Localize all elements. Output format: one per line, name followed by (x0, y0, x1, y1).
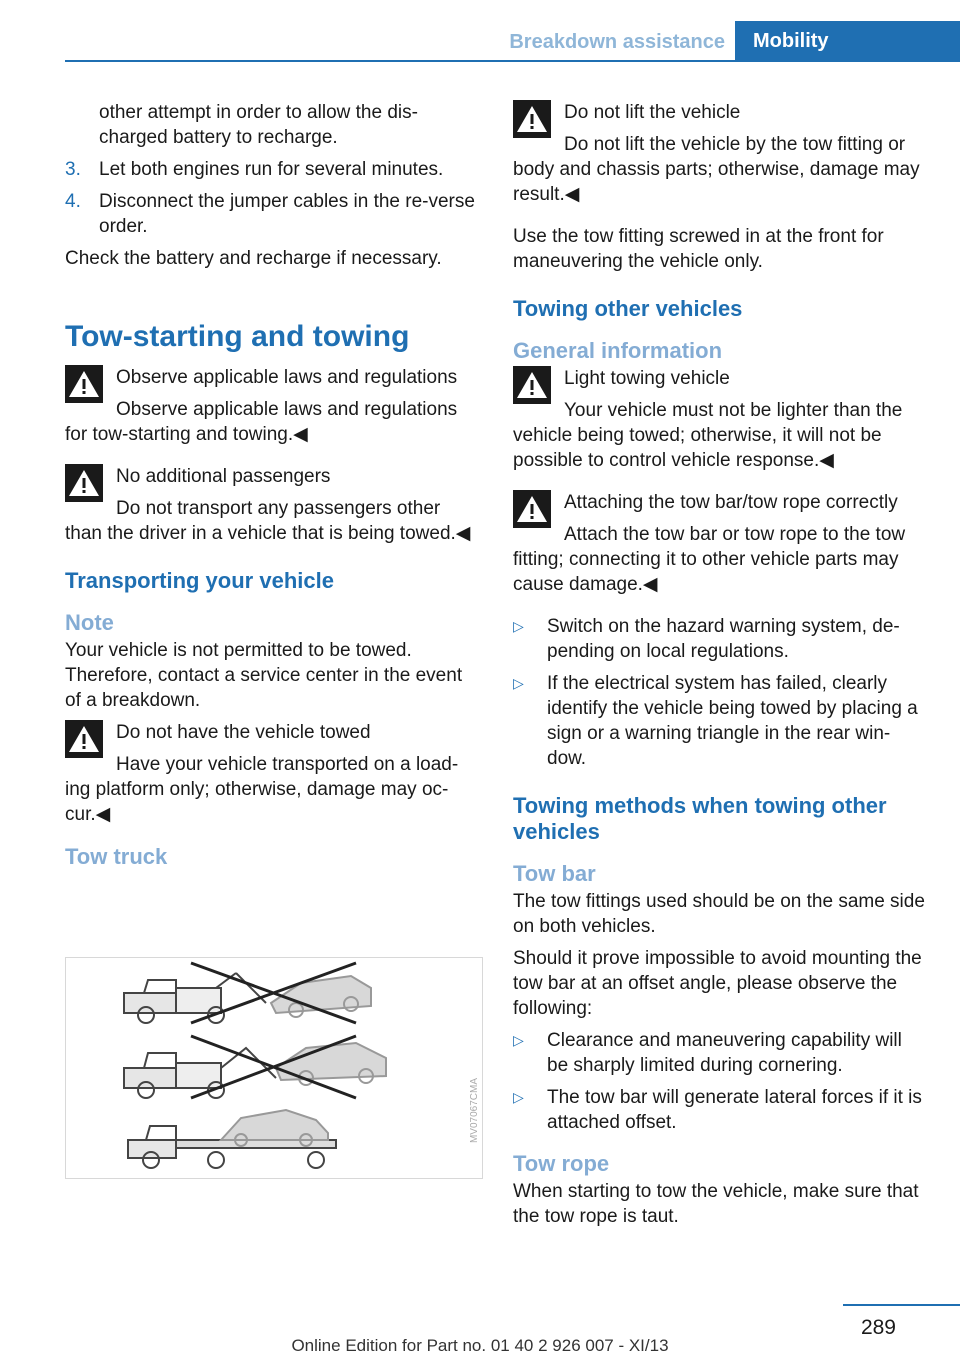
tow-bar-list (513, 1028, 928, 1135)
warning-icon (513, 366, 551, 404)
warning-title: No additional passengers (116, 466, 331, 487)
heading-towing-methods: Towing methods when towing other vehicles (513, 793, 887, 844)
warning-title: Attaching the tow bar/tow rope correctly (564, 492, 898, 513)
warning-title: Light towing vehicle (564, 368, 730, 389)
chapter-tab: Mobility (735, 21, 960, 62)
warning-laws (65, 365, 480, 447)
bullet-triangle-icon: ▷ (513, 1032, 524, 1048)
list-item: ▷ Clearance and maneuvering capability will be sharply limited during cornering. (513, 1030, 902, 1076)
edition-line: Online Edition for Part no. 01 40 2 926 007 - XI/13 (291, 1336, 669, 1355)
heading-general-info: General information (513, 338, 723, 363)
heading-note: Note (65, 610, 114, 635)
heading-transporting: Transporting your vehicle (65, 568, 334, 593)
check-battery-text: Check the battery and recharge if necessary. (65, 248, 442, 269)
step-continuation: other attempt in order to allow the dis-charged battery to recharge. (99, 102, 418, 148)
warning-light-vehicle (513, 366, 928, 473)
tow-truck-drawing (66, 958, 482, 1178)
section-title: Breakdown assistance (509, 31, 725, 53)
list-item: ▷ Switch on the hazard warning system, de-pending on local regulations. (513, 616, 900, 662)
warning-body: Observe applicable laws and regulations for tow-starting and towing.◀ (65, 399, 458, 445)
step-number: 3. (65, 159, 81, 180)
warning-no-tow (65, 720, 480, 827)
figure-code: MV07067CMA (469, 1078, 480, 1144)
warning-body: Have your vehicle transported on a load-ing platform only; otherwise, damage may oc-cur.◀ (65, 754, 459, 825)
warning-title: Do not have the vehicle towed (116, 722, 371, 743)
list-item: ▷ If the electrical system has failed, clearly identify the vehicle being towed by placing a sign or a warning triangle in the rear win-dow. (513, 673, 918, 769)
warning-body: Do not transport any passengers other than the driver in a vehicle that is being towed.◀ (65, 498, 471, 544)
page-number: 289 (860, 1316, 896, 1339)
header-rule (65, 60, 960, 62)
warning-icon (65, 720, 103, 758)
step-3: 3. Let both engines run for several minutes. (65, 159, 444, 180)
bullet-triangle-icon: ▷ (513, 675, 524, 691)
tow-fitting-text: Use the tow fitting screwed in at the front for maneuvering the vehicle only. (513, 226, 884, 272)
step-4: 4. Disconnect the jumper cables in the re-verse order. (65, 191, 475, 237)
footer-rule (843, 1304, 960, 1306)
warning-attach-tow-bar (513, 490, 928, 597)
heading-towing-other: Towing other vehicles (513, 296, 743, 321)
warning-body: Do not lift the vehicle by the tow fitting or body and chassis parts; otherwise, damage may result.◀ (513, 134, 920, 205)
steps-list (65, 157, 480, 239)
heading-tow-truck: Tow truck (65, 844, 168, 869)
tow-truck-illustration (65, 957, 483, 1179)
warning-title: Do not lift the vehicle (564, 102, 741, 123)
right-column (513, 100, 928, 1236)
warning-passengers (65, 464, 480, 546)
step-number: 4. (65, 191, 81, 212)
warning-icon (513, 490, 551, 528)
warning-body: Your vehicle must not be lighter than the vehicle being towed; otherwise, it will not be possible to control vehicle response.◀ (513, 400, 903, 471)
warning-icon (65, 464, 103, 502)
warning-body: Attach the tow bar or tow rope to the tow fitting; connecting it to other vehicle parts may cause damage.◀ (513, 524, 906, 595)
bullet-triangle-icon: ▷ (513, 618, 524, 634)
heading-tow-rope: Tow rope (513, 1151, 610, 1176)
hazard-list (513, 614, 928, 771)
warning-title: Observe applicable laws and regulations (116, 367, 458, 388)
warning-icon (65, 365, 103, 403)
page-header (0, 0, 960, 62)
warning-no-lift (513, 100, 928, 207)
list-item: ▷ The tow bar will generate lateral forces if it is attached offset. (513, 1087, 922, 1133)
heading-tow-bar: Tow bar (513, 861, 596, 886)
tow-bar-text-1: The tow fittings used should be on the same side on both vehicles. (513, 891, 925, 937)
left-column (65, 100, 480, 872)
tow-bar-text-2: Should it prove impossible to avoid mounting the tow bar at an offset angle, please observe the following: (513, 948, 922, 1019)
bullet-triangle-icon: ▷ (513, 1089, 524, 1105)
tow-rope-text: When starting to tow the vehicle, make sure that the tow rope is taut. (513, 1181, 919, 1227)
heading-tow-starting: Tow-starting and towing (65, 320, 410, 353)
warning-icon (513, 100, 551, 138)
note-text: Your vehicle is not permitted to be towed. Therefore, contact a service center in the event of a breakdown. (65, 640, 463, 711)
